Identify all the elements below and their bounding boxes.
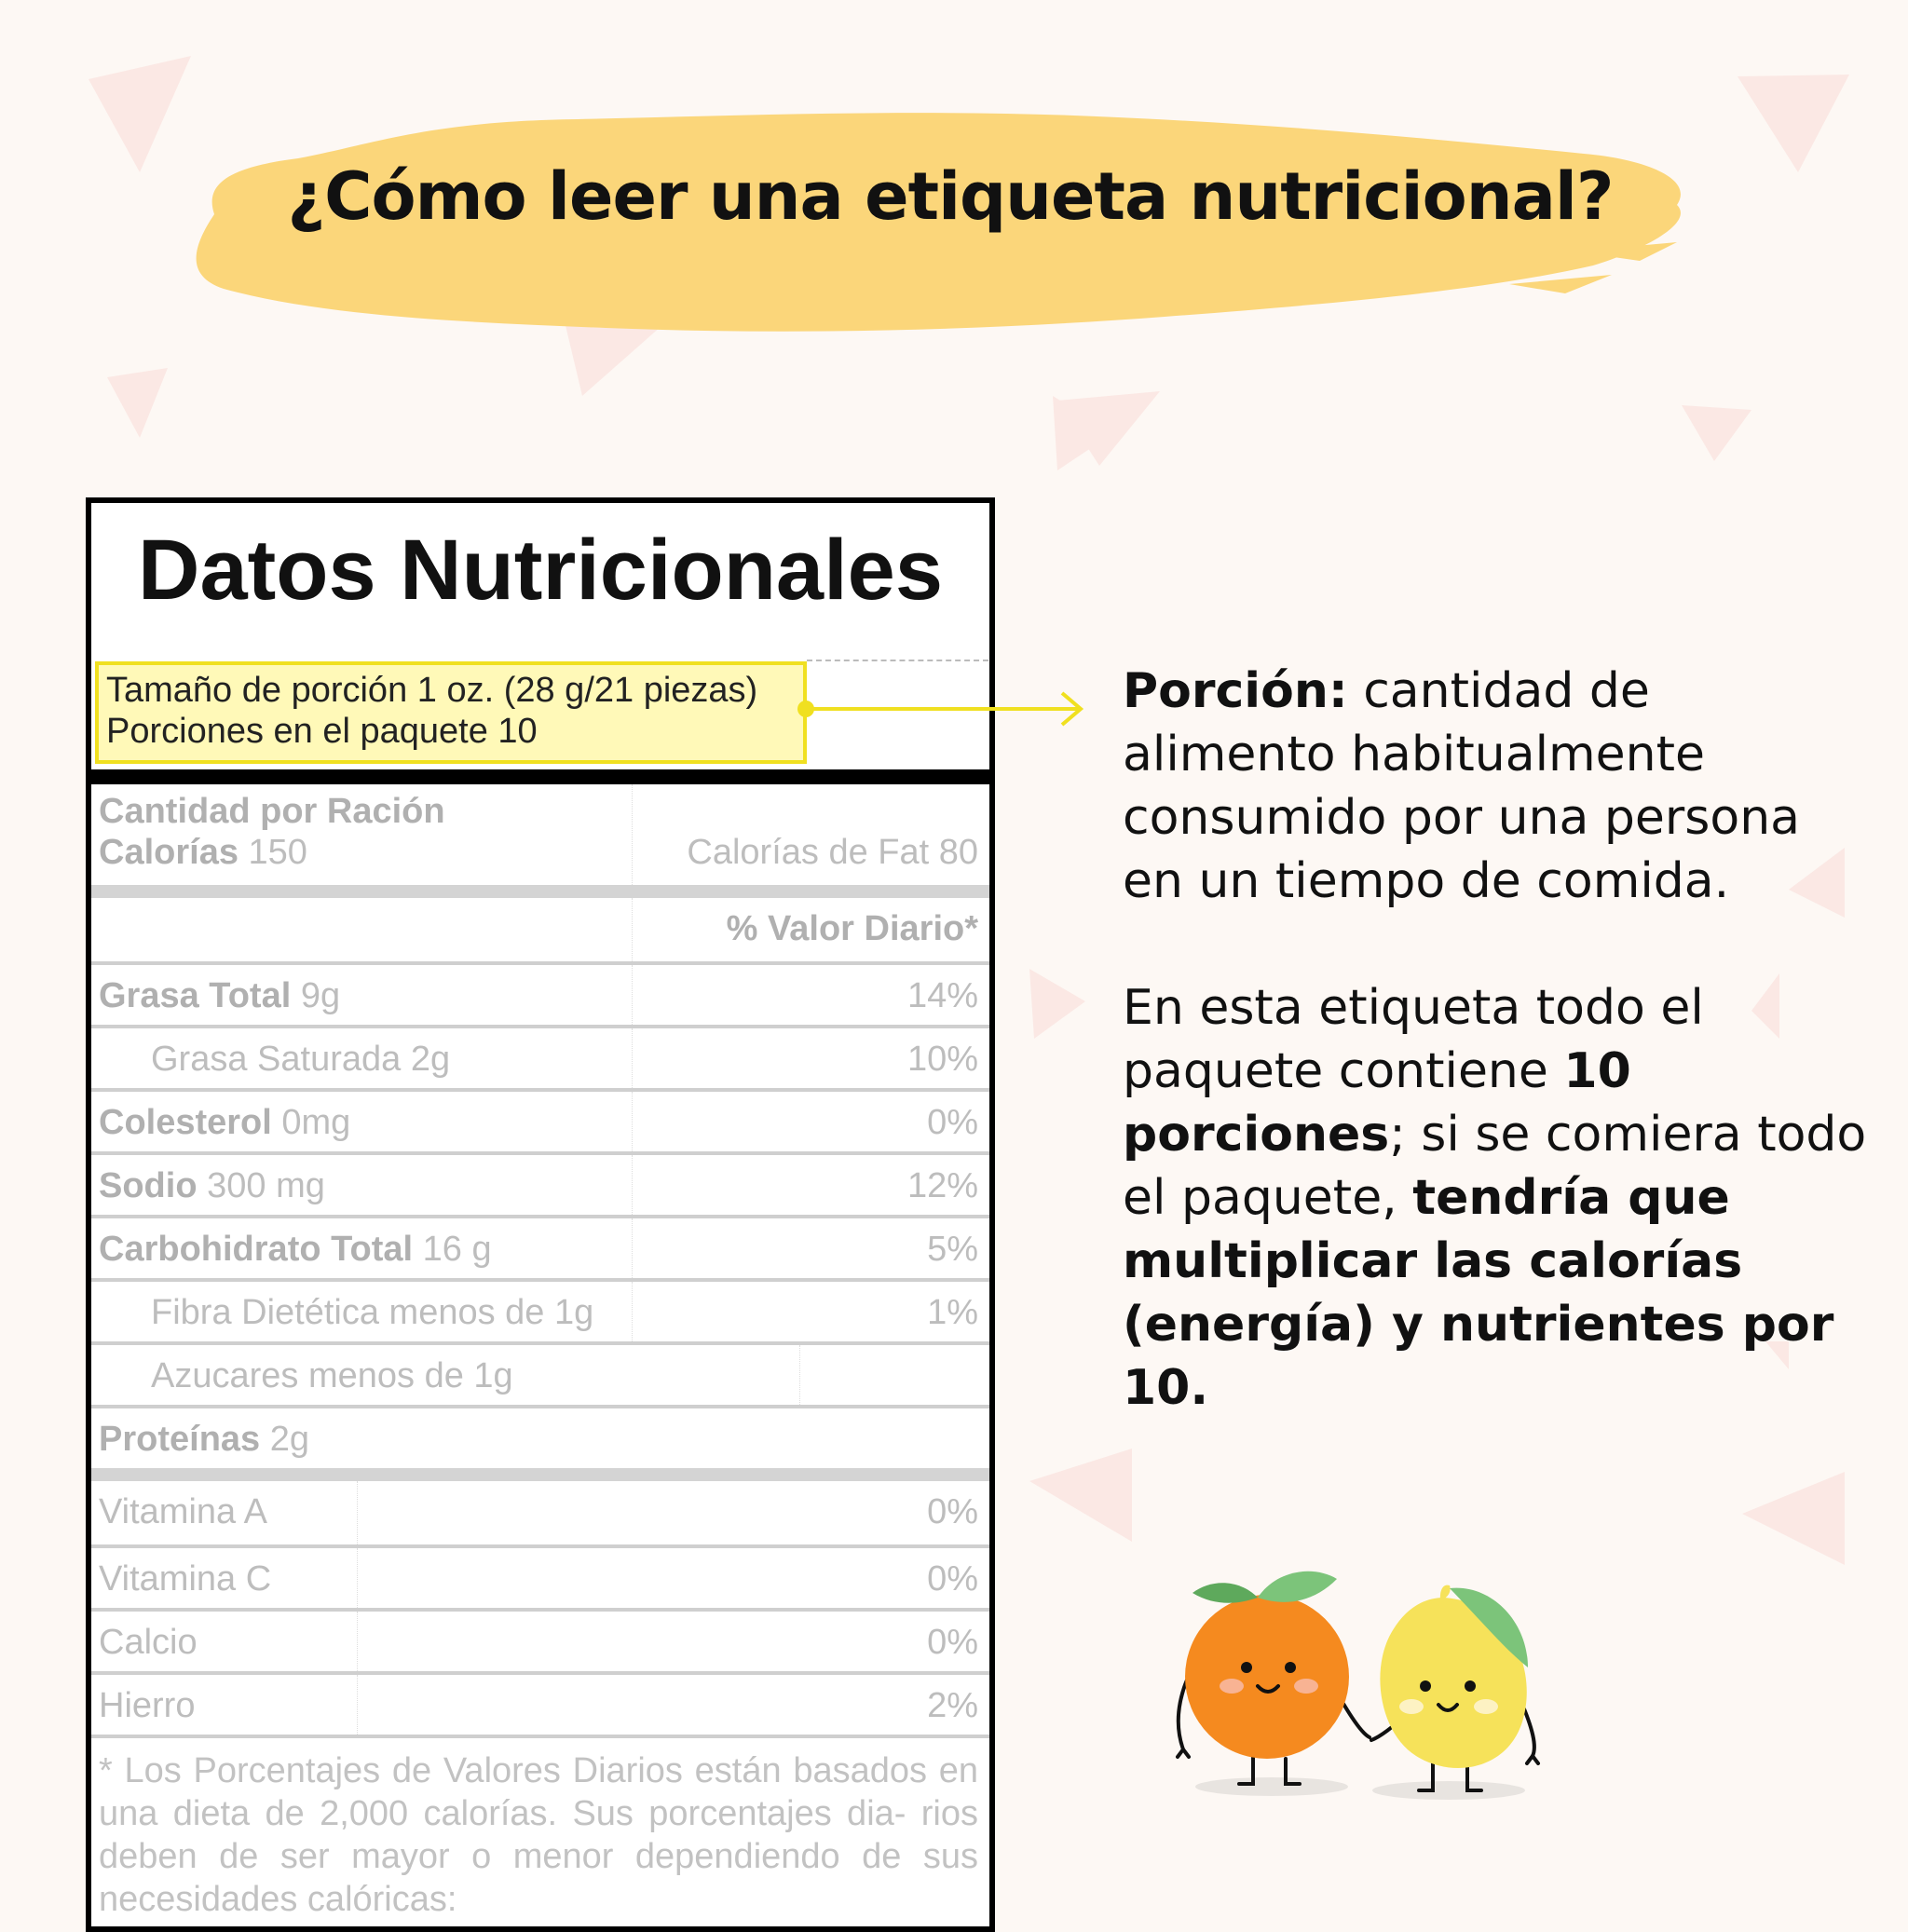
nutrient-row	[91, 1405, 989, 1468]
nutrient-row	[91, 1341, 989, 1405]
vitamin-row	[91, 1544, 989, 1608]
nutrient-name: Proteínas	[99, 1420, 261, 1459]
nutrient-dv: 10%	[906, 1040, 978, 1079]
vitamin-name: Vitamina A	[99, 1492, 267, 1531]
nutrient-row	[91, 1088, 989, 1151]
vitamin-dv: 2%	[927, 1686, 978, 1725]
vitamin-name: Hierro	[99, 1686, 196, 1725]
nutrient-name: Grasa Saturada	[151, 1040, 402, 1079]
mid-rule	[91, 885, 989, 898]
nutrient-amount: 16 g	[422, 1230, 492, 1269]
nutrient-dv: 5%	[927, 1230, 978, 1269]
label-heading: Datos Nutricionales	[138, 523, 943, 618]
calories-fat: Calorías de Fat 80	[687, 833, 978, 872]
daily-value-header-row	[91, 898, 989, 961]
dashed-divider	[807, 660, 988, 661]
amount-per-serving: Cantidad por Ración	[99, 792, 445, 831]
nutrient-name: Colesterol	[99, 1103, 272, 1142]
example-text: ; si se comiera todo el paquete,	[1123, 1107, 1867, 1226]
nutrient-amount: 1g	[553, 1293, 594, 1332]
vitamin-name: Vitamina C	[99, 1559, 272, 1599]
nutrient-name: Grasa Total	[99, 976, 292, 1015]
vitamin-name: Calcio	[99, 1623, 198, 1662]
mid-rule	[91, 1468, 989, 1481]
footnote: * Los Porcentajes de Valores Diarios están basados en una dieta de 2,000 calorías. Sus porcentajes dia- rios deben de ser mayor o menor dependiendo de sus necesidades calóricas:	[99, 1751, 978, 1919]
nutrient-dv: 14%	[906, 976, 978, 1015]
nutrient-row	[91, 1278, 989, 1341]
example-bold: 10 porciones	[1123, 1043, 1631, 1163]
vitamin-row	[91, 1671, 989, 1735]
nutrient-name: Carbohidrato Total	[99, 1230, 414, 1269]
vitamin-dv: 0%	[927, 1492, 978, 1531]
arrow-icon	[797, 687, 1095, 730]
nutrient-row	[91, 1025, 989, 1088]
portion-term: Porción:	[1123, 663, 1348, 719]
vitamin-row	[91, 1481, 989, 1544]
vitamin-row	[91, 1608, 989, 1671]
page-title: ¿Cómo leer una etiqueta nutricional?	[287, 158, 1614, 235]
footnote-divider	[91, 1735, 989, 1738]
serving-size: Tamaño de porción 1 oz. (28 g/21 piezas)	[106, 671, 758, 710]
calories-block	[91, 784, 989, 894]
daily-value-header: % Valor Diario*	[726, 909, 978, 948]
nutrient-amount: 2g	[269, 1420, 310, 1459]
nutrient-name: Azucares menos de	[151, 1356, 464, 1395]
example-bold: tendría que multiplicar las calorías (energía) y nutrientes por 10.	[1123, 1170, 1834, 1416]
serving-highlight	[95, 661, 807, 764]
nutrient-row	[91, 961, 989, 1025]
nutrient-name: Sodio	[99, 1166, 198, 1205]
nutrient-dv: 12%	[906, 1166, 978, 1205]
calories-value: 150	[248, 833, 307, 872]
portion-definition	[1123, 660, 1868, 913]
nutrient-amount: 300 mg	[207, 1166, 325, 1205]
nutrient-name: Fibra Dietética menos de	[151, 1293, 545, 1332]
nutrient-row	[91, 1215, 989, 1278]
nutrient-amount: 9g	[300, 976, 341, 1015]
portion-text: cantidad de alimento habitualmente consumido por una persona en un tiempo de comida.	[1123, 663, 1801, 909]
nutrient-amount: 1g	[473, 1356, 513, 1395]
nutrient-amount: 0mg	[281, 1103, 351, 1142]
vitamin-dv: 0%	[927, 1559, 978, 1599]
fruit-characters-illustration	[1137, 1546, 1565, 1826]
explanation	[1123, 660, 1868, 1483]
nutrient-dv: 1%	[927, 1293, 978, 1332]
nutrient-dv: 0%	[927, 1103, 978, 1142]
vitamin-dv: 0%	[927, 1623, 978, 1662]
servings-per-package: Porciones en el paquete 10	[106, 712, 538, 751]
nutrient-row	[91, 1151, 989, 1215]
portion-example	[1123, 976, 1868, 1420]
thick-rule	[91, 769, 989, 784]
nutrient-amount: 2g	[410, 1040, 451, 1079]
calories-label: Calorías	[99, 833, 238, 872]
example-text: En esta etiqueta todo el paquete contiene	[1123, 980, 1704, 1099]
